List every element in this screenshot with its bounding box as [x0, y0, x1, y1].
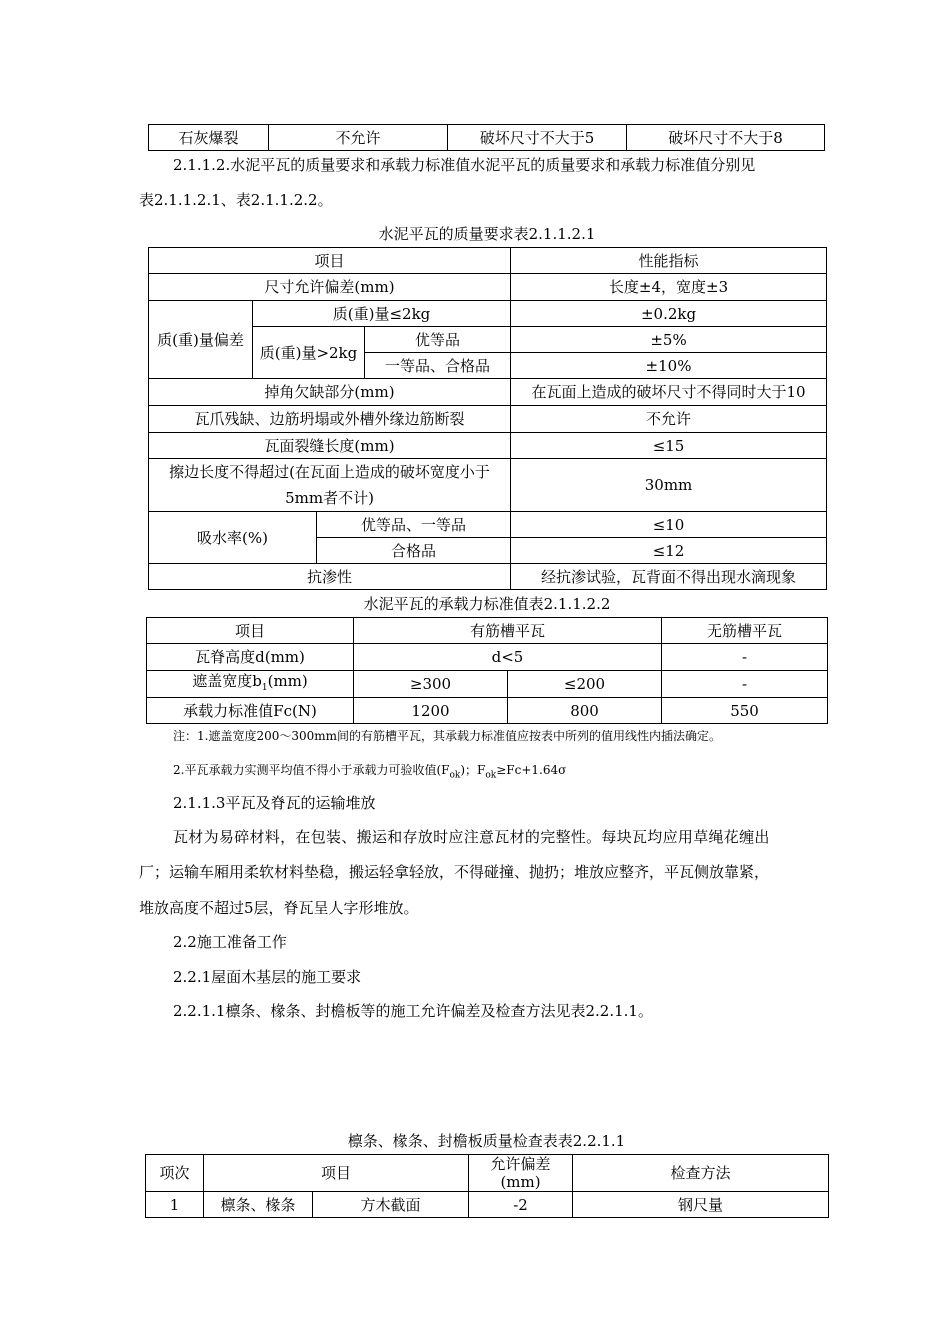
row1-method: 钢尺量: [573, 1192, 829, 1218]
absorption-grade2-value: ≤12: [511, 538, 827, 564]
claw-value: 不允许: [511, 406, 827, 433]
cover-width-b: ≤200: [508, 671, 662, 698]
absorption-grade2: 合格品: [317, 538, 511, 564]
header-no: 项次: [146, 1155, 204, 1192]
absorption-grade1-value: ≤10: [511, 512, 827, 538]
table-row: [149, 564, 827, 590]
header-ribbed: 有筋槽平瓦: [354, 618, 662, 644]
grade-excellent: 优等品: [365, 327, 511, 353]
mass-le2-value: ±0.2kg: [511, 301, 827, 327]
paragraph-transport-line2: 厂；运输车厢用柔软材料垫稳，搬运轻拿轻放，不得碰撞、抛扔；堆放应整齐，平瓦侧放靠紧，: [139, 863, 770, 881]
paragraph-2211: 2.2.1.1檩条、椽条、封檐板等的施工允许偏差及检查方法见表2.2.1.1。: [173, 1002, 653, 1020]
size-deviation-label: 尺寸允许偏差(mm): [149, 274, 511, 301]
table-row: [147, 644, 828, 671]
table-row: [149, 301, 827, 327]
header-item: 项目: [149, 248, 511, 274]
header-item: 项目: [204, 1155, 469, 1192]
note-2-formula: ≥Fc+1.64σ: [496, 763, 567, 777]
claw-label: 瓦爪残缺、边筋坍塌或外槽外缘边筋断裂: [149, 406, 511, 433]
grade-first-qualified-value: ±10%: [511, 353, 827, 379]
mass-le2-label: 质(重)量≤2kg: [253, 301, 511, 327]
top-table: [148, 124, 825, 151]
ridge-height-unribbed: -: [662, 644, 828, 671]
load-unribbed: 550: [662, 698, 828, 724]
header-deviation: 允许偏差(mm): [469, 1155, 573, 1192]
paragraph-2112-line2: 表2.1.1.2.1、表2.1.1.2.2。: [139, 191, 333, 209]
load-label: 承载力标准值Fc(N): [147, 698, 354, 724]
load-table: [146, 617, 828, 724]
grade-first-qualified: 一等品、合格品: [365, 353, 511, 379]
scratch-label-line1: 擦边长度不得超过(在瓦面上造成的破坏宽度小于: [169, 463, 490, 481]
row1-item: 方木截面: [313, 1192, 469, 1218]
note-2-sub1: ok: [449, 770, 461, 781]
paragraph-transport-line3: 堆放高度不超过5层，脊瓦呈人字形堆放。: [139, 899, 419, 917]
note-2-text: 2.平瓦承载力实测平均值不得小于承载力可验收值(F: [173, 763, 450, 777]
heading-2113: 2.1.1.3平瓦及脊瓦的运输堆放: [173, 794, 376, 812]
heading-221: 2.2.1屋面木基层的施工要求: [173, 968, 362, 986]
heading-22: 2.2施工准备工作: [173, 933, 287, 951]
table-row: [146, 1155, 829, 1192]
quality-table: [148, 247, 827, 590]
table-row: [149, 433, 827, 459]
table-row: [149, 459, 827, 512]
row1-group: 檩条、椽条: [204, 1192, 313, 1218]
mass-deviation-label: 质(重)量偏差: [149, 301, 253, 379]
header-item: 项目: [147, 618, 354, 644]
crack-value: ≤15: [511, 433, 827, 459]
cover-width-a: ≥300: [354, 671, 508, 698]
scratch-label-line2: 5mm者不计): [285, 489, 374, 507]
cover-width-unit: (mm): [267, 671, 308, 690]
size-deviation-value: 长度±4，宽度±3: [511, 274, 827, 301]
crack-label: 瓦面裂缝长度(mm): [149, 433, 511, 459]
absorption-grade1: 优等品、一等品: [317, 512, 511, 538]
table-row: [147, 698, 828, 724]
scratch-value: 30mm: [511, 459, 827, 512]
table-row: [149, 274, 827, 301]
table-cell: 石灰爆裂: [149, 125, 269, 151]
purlin-check-table: [145, 1154, 829, 1218]
cover-width-unribbed: -: [662, 671, 828, 698]
header-unribbed: 无筋槽平瓦: [662, 618, 828, 644]
seepage-value: 经抗渗试验，瓦背面不得出现水滴现象: [511, 564, 827, 590]
table-row: [146, 1192, 829, 1218]
cover-width-label: [147, 671, 354, 698]
ridge-height-ribbed: d<5: [354, 644, 662, 671]
note-2-sub2: ok: [485, 770, 497, 781]
table-row: [149, 379, 827, 406]
header-performance: 性能指标: [511, 248, 827, 274]
note-2: [173, 762, 566, 783]
table3-caption: 檩条、椽条、封檐板质量检查表表2.2.1.1: [347, 1132, 626, 1150]
paragraph-transport-line1: 瓦材为易碎材料，在包装、搬运和存放时应注意瓦材的完整性。每块瓦均应用草绳花缠出: [173, 828, 770, 846]
table-cell: 破坏尺寸不大于5: [448, 125, 627, 151]
table2-caption: 水泥平瓦的承载力标准值表2.1.1.2.2: [363, 595, 611, 613]
load-b: 800: [508, 698, 662, 724]
table-row: [149, 406, 827, 433]
grade-excellent-value: ±5%: [511, 327, 827, 353]
table-row: [149, 512, 827, 538]
header-method: 检查方法: [573, 1155, 829, 1192]
row1-no: 1: [146, 1192, 204, 1218]
table-row: [149, 248, 827, 274]
paragraph-2112-line1: 2.1.1.2.水泥平瓦的质量要求和承载力标准值水泥平瓦的质量要求和承载力标准值分别见: [173, 156, 756, 174]
seepage-label: 抗渗性: [149, 564, 511, 590]
row1-deviation: -2: [469, 1192, 573, 1218]
load-a: 1200: [354, 698, 508, 724]
corner-label: 掉角欠缺部分(mm): [149, 379, 511, 406]
table-row: [147, 671, 828, 698]
table-row: [149, 125, 825, 151]
scratch-label: [149, 459, 511, 512]
table-cell: 破坏尺寸不大于8: [627, 125, 825, 151]
cover-width-subscript: 1: [261, 682, 268, 693]
absorption-label: 吸水率(%): [149, 512, 317, 564]
table-cell: 不允许: [269, 125, 448, 151]
corner-value: 在瓦面上造成的破坏尺寸不得同时大于10: [511, 379, 827, 406]
mass-gt2-label: 质(重)量>2kg: [253, 327, 365, 379]
table1-caption: 水泥平瓦的质量要求表2.1.1.2.1: [378, 225, 596, 243]
cover-width-label-text: 遮盖宽度b: [192, 671, 262, 690]
note-1: 注：1.遮盖宽度200～300mm间的有筋槽平瓦，其承载力标准值应按表中所列的值用线性内插法确定。: [173, 729, 722, 743]
ridge-height-label: 瓦脊高度d(mm): [147, 644, 354, 671]
note-2-mid: )；F: [460, 763, 486, 777]
table-row: [147, 618, 828, 644]
